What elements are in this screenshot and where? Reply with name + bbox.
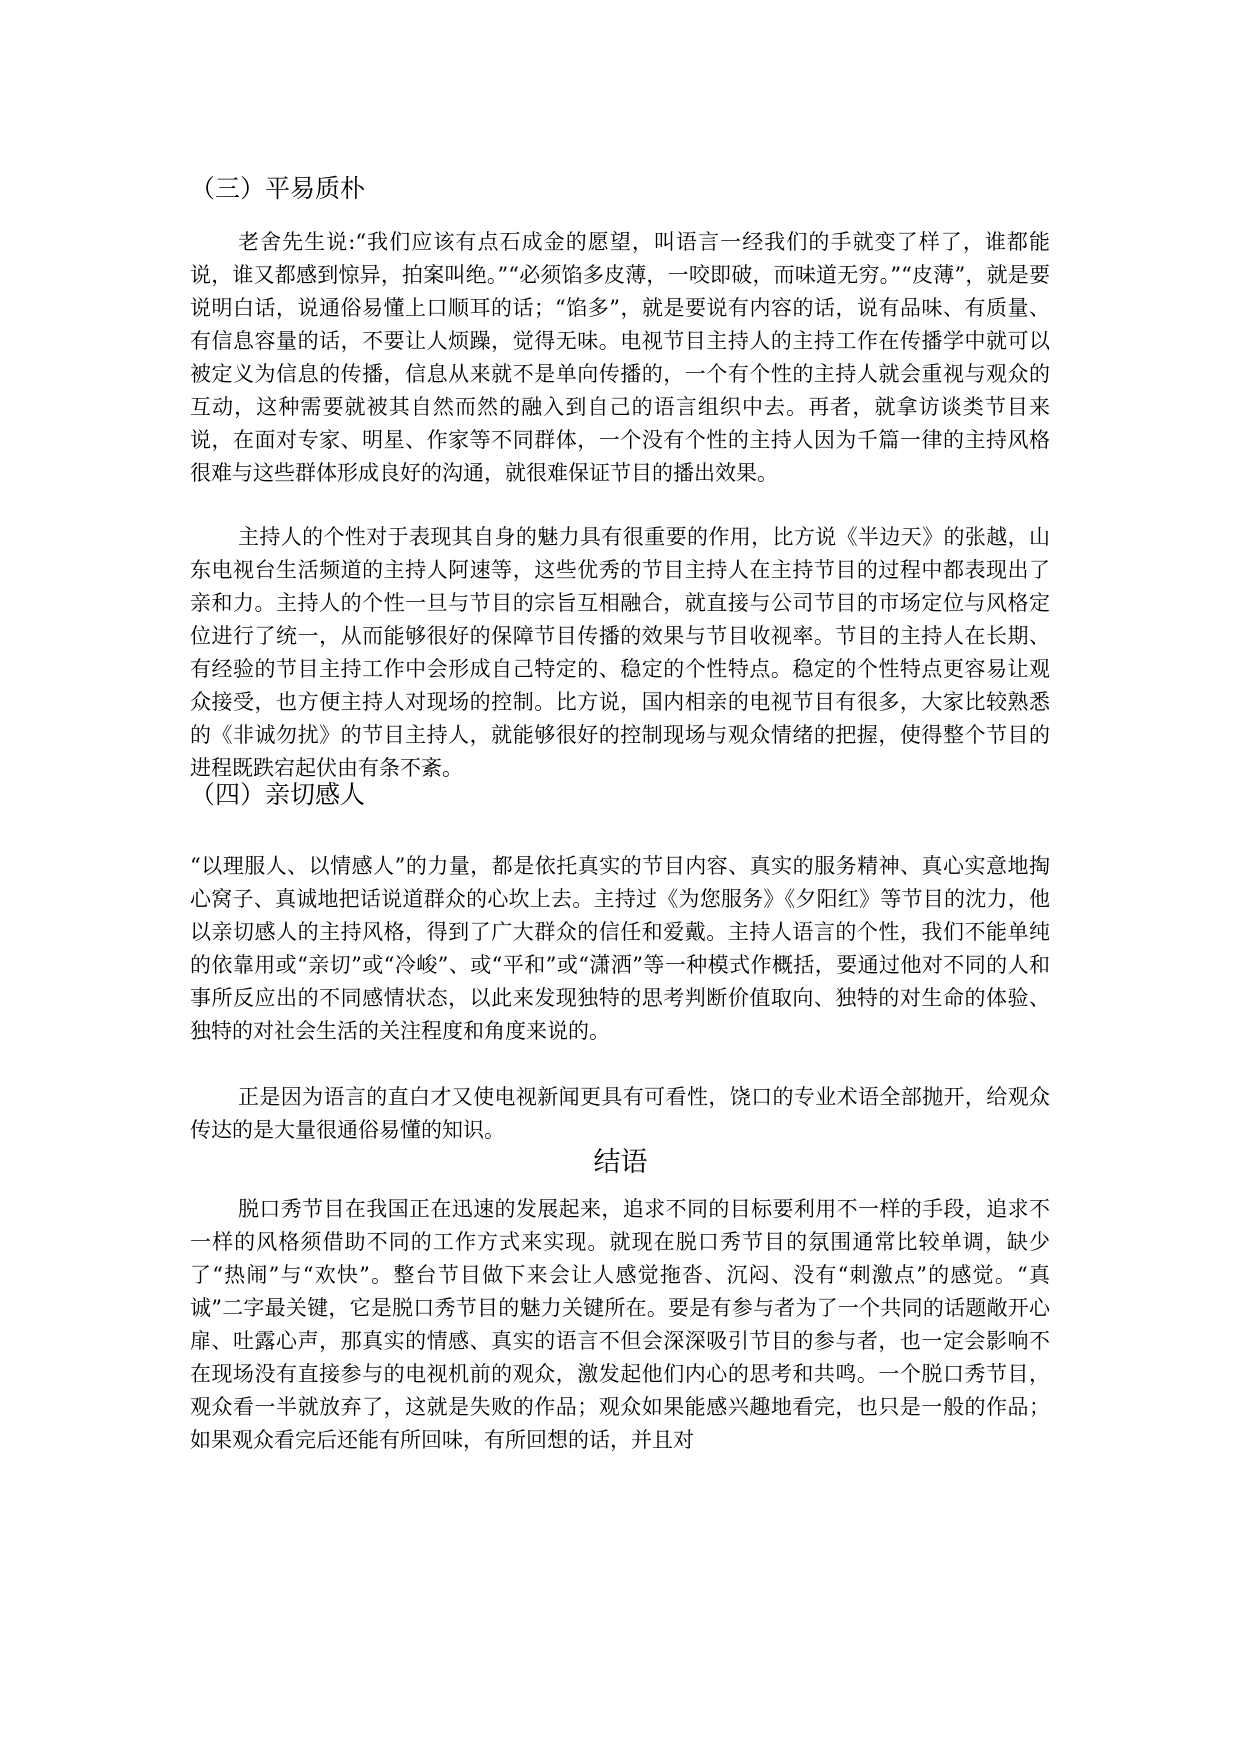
- paragraph-reason-emotion: “以理服人、以情感人”的力量，都是依托真实的节目内容、真实的服务精神、真心实意地掏心窝子、真诚地把话说道群众的心坎上去。主持过《为您服务》《夕阳红》等节目的沈力，他以亲切感人的主持风格，得到了广大群众的信任和爱戴。主持人语言的个性，我们不能单纯的依靠用或“亲切”或“冷峻”、或“平和”或“潇洒”等一种模式作概括，要通过他对不同的人和事所反应出的不同感情状态，以此来发现独特的思考判断价值取向、独特的对生命的体验、独特的对社会生活的关注程度和角度来说的。: [190, 854, 1050, 1043]
- paragraph-conclusion: 脱口秀节目在我国正在迅速的发展起来，追求不同的目标要利用不一样的手段，追求不一样的风格须借助不同的工作方式来实现。就现在脱口秀节目的氛围通常比较单调，缺少了“热闹”与“欢快”。整台节目做下来会让人感觉拖沓、沉闷、没有“刺激点”的感觉。“真诚”二字最关键，它是脱口秀节目的魅力关键所在。要是有参与者为了一个共同的话题敞开心扉、吐露心声，那真实的情感、真实的语言不但会深深吸引节目的参与者，也一定会影响不在现场没有直接参与的电视机前的观众，激发起他们内心的思考和共鸣。一个脱口秀节目，观众看一半就放弃了，这就是失败的作品；观众如果能感兴趣地看完，也只是一般的作品；如果观众看完后还能有所回味，有所回想的话，并且对: [190, 1197, 1050, 1452]
- paragraph-host-personality: 主持人的个性对于表现其自身的魅力具有很重要的作用，比方说《半边天》的张越，山东电视台生活频道的主持人阿速等，这些优秀的节目主持人在主持节目的过程中都表现出了亲和力。主持人的个性一旦与节目的宗旨互相融合，就直接与公司节目的市场定位与风格定位进行了统一，从而能够很好的保障节目传播的效果与节目收视率。节目的主持人在长期、有经验的节目主持工作中会形成自己特定的、稳定的个性特点。稳定的个性特点更容易让观众接受，也方便主持人对现场的控制。比方说，国内相亲的电视节目有很多，大家比较熟悉的《非诚勿扰》的节目主持人，就能够很好的控制现场与观众情绪的把握，使得整个节目的进程既跌宕起伏由有条不紊。: [190, 525, 1050, 780]
- paragraph-laoshe: 老舍先生说:“我们应该有点石成金的愿望，叫语言一经我们的手就变了样了，谁都能说，谁又都感到惊异，拍案叫绝。”“必须馅多皮薄，一咬即破，而味道无穷。”“皮薄”，就是要说明白话，说通俗易懂上口顺耳的话；“馅多”，就是要说有内容的话，说有品味、有质量、有信息容量的话，不要让人烦躁，觉得无味。电视节目主持人的主持工作在传播学中就可以被定义为信息的传播，信息从来就不是单向传播的，一个有个性的主持人就会重视与观众的互动，这种需要就被其自然而然的融入到自己的语言组织中去。再者，就拿访谈类节目来说，在面对专家、明星、作家等不同群体，一个没有个性的主持人因为千篇一律的主持风格很难与这些群体形成良好的沟通，就很难保证节目的播出效果。: [190, 230, 1050, 485]
- paragraph-plain-language: 正是因为语言的直白才又使电视新闻更具有可看性，饶口的专业术语全部抛开，给观众传达的是大量很通俗易懂的知识。: [190, 1085, 1050, 1142]
- section-heading-4: （四）亲切感人: [190, 780, 366, 809]
- conclusion-title: 结语: [593, 1147, 648, 1178]
- section-heading-3: （三）平易质朴: [190, 174, 366, 203]
